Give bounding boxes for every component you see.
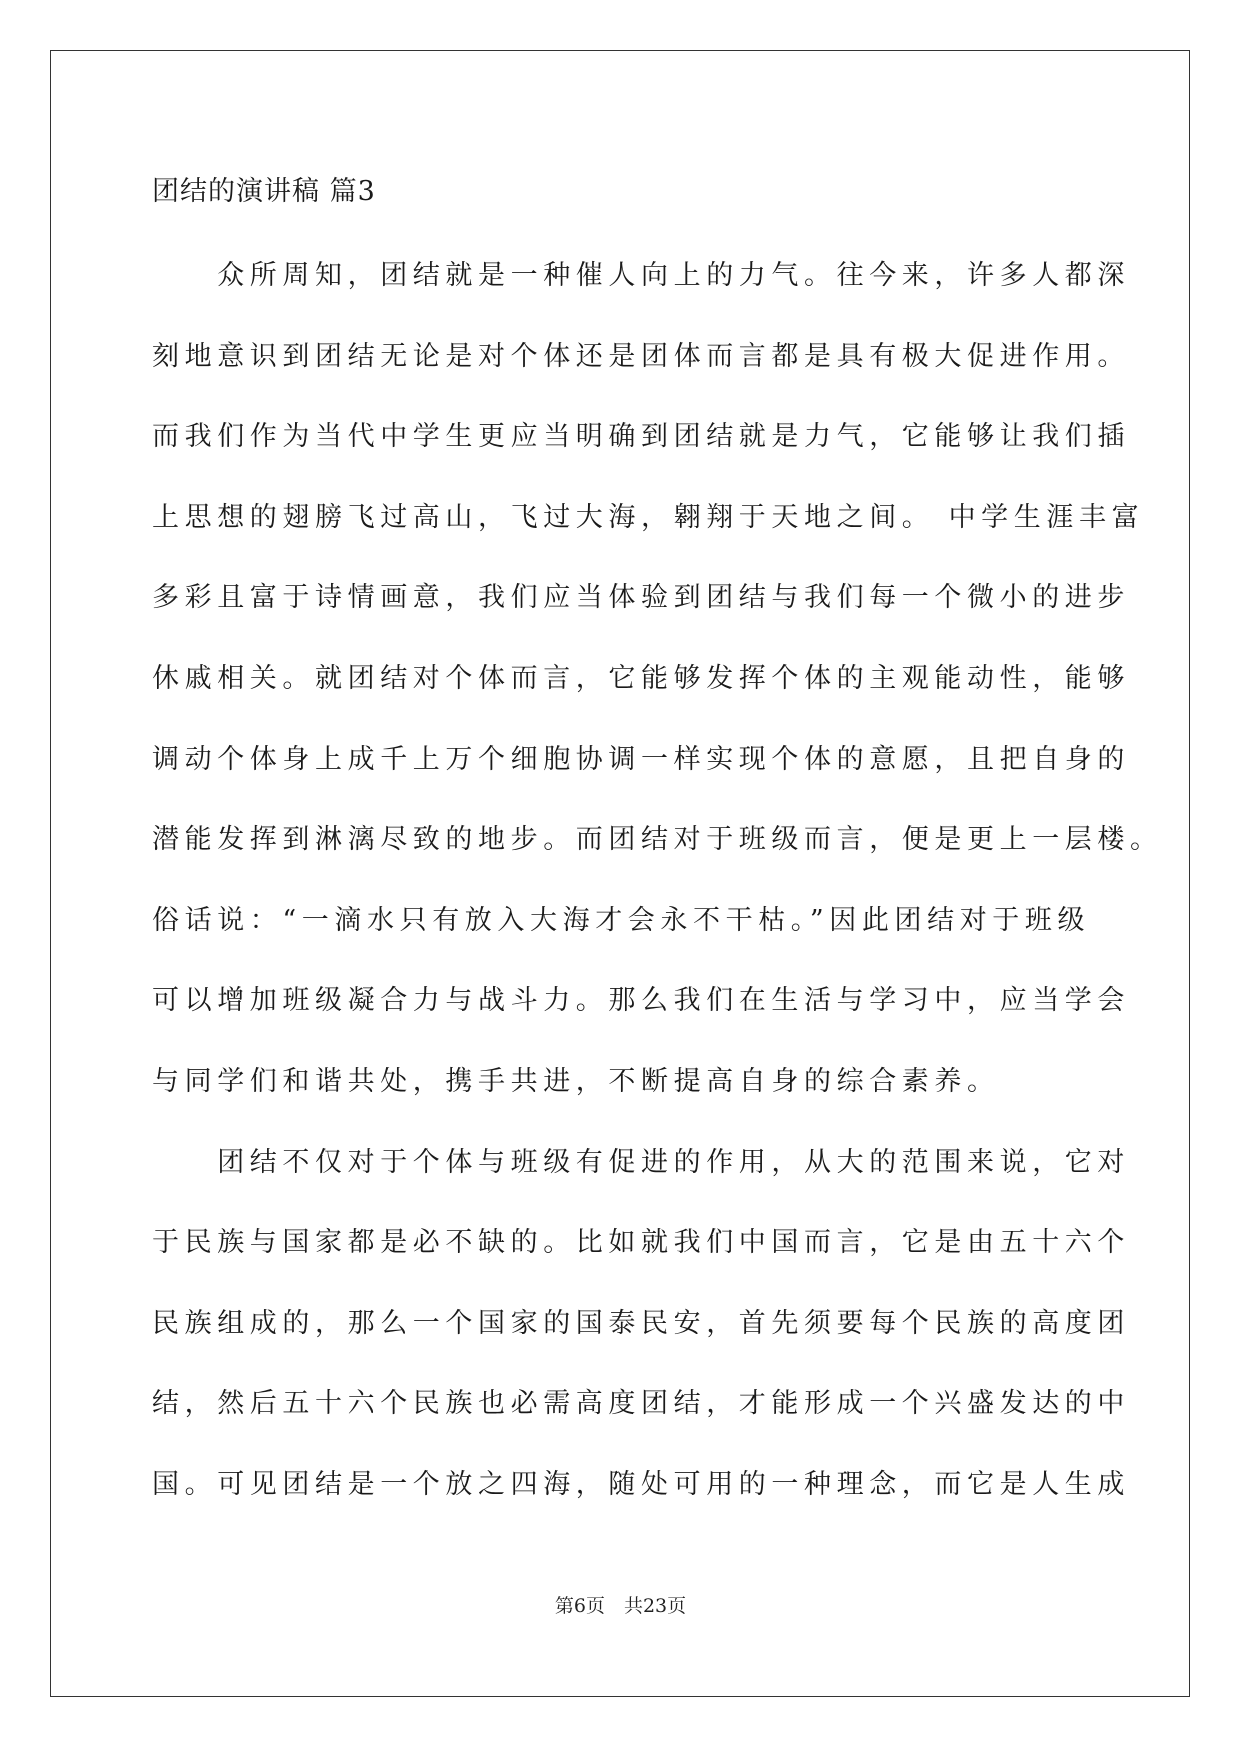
text-line: 俗话说：“一滴水只有放入大海才会永不干枯。”因此团结对于班级	[152, 904, 1091, 936]
text-line: 调动个体身上成千上万个细胞协调一样实现个体的意愿，且把自身的	[152, 743, 1130, 775]
text-line: 而我们作为当代中学生更应当明确到团结就是力气，它能够让我们插	[152, 421, 1130, 453]
text-line: 休戚相关。就团结对个体而言，它能够发挥个体的主观能动性，能够	[152, 662, 1130, 694]
text-line: 多彩且富于诗情画意，我们应当体验到团结与我们每一个微小的进步	[152, 582, 1130, 614]
text-line: 刻地意识到团结无论是对个体还是团体而言都是具有极大促进作用。	[152, 340, 1130, 372]
text-line: 潜能发挥到淋漓尽致的地步。而团结对于班级而言，便是更上一层楼。	[152, 824, 1163, 856]
document-body	[152, 168, 1163, 1542]
text-line: 可以增加班级凝合力与战斗力。那么我们在生活与学习中，应当学会	[152, 985, 1130, 1017]
text-line: 国。可见团结是一个放之四海，随处可用的一种理念，而它是人生成	[152, 1468, 1130, 1500]
text-line: 民族组成的，那么一个国家的国泰民安，首先须要每个民族的高度团	[152, 1307, 1130, 1339]
text-line: 团结不仅对于个体与班级有促进的作用，从大的范围来说，它对	[152, 1146, 1130, 1178]
text-line: 众所周知，团结就是一种催人向上的力气。往今来，许多人都深	[152, 260, 1130, 291]
page-footer	[0, 1594, 1241, 1618]
text-line: 与同学们和谐共处，携手共进，不断提高自身的综合素养。	[152, 1065, 1000, 1097]
text-line: 于民族与国家都是必不缺的。比如就我们中国而言，它是由五十六个	[152, 1227, 1130, 1259]
page-number-label: 第6页 共23页	[554, 1595, 687, 1617]
text-line: 结，然后五十六个民族也必需高度团结，才能形成一个兴盛发达的中	[152, 1388, 1130, 1420]
text-line: 上思想的翅膀飞过高山，飞过大海，翱翔于天地之间。 中学生涯丰富	[152, 501, 1145, 533]
document-heading: 团结的演讲稿 篇3	[152, 176, 376, 207]
